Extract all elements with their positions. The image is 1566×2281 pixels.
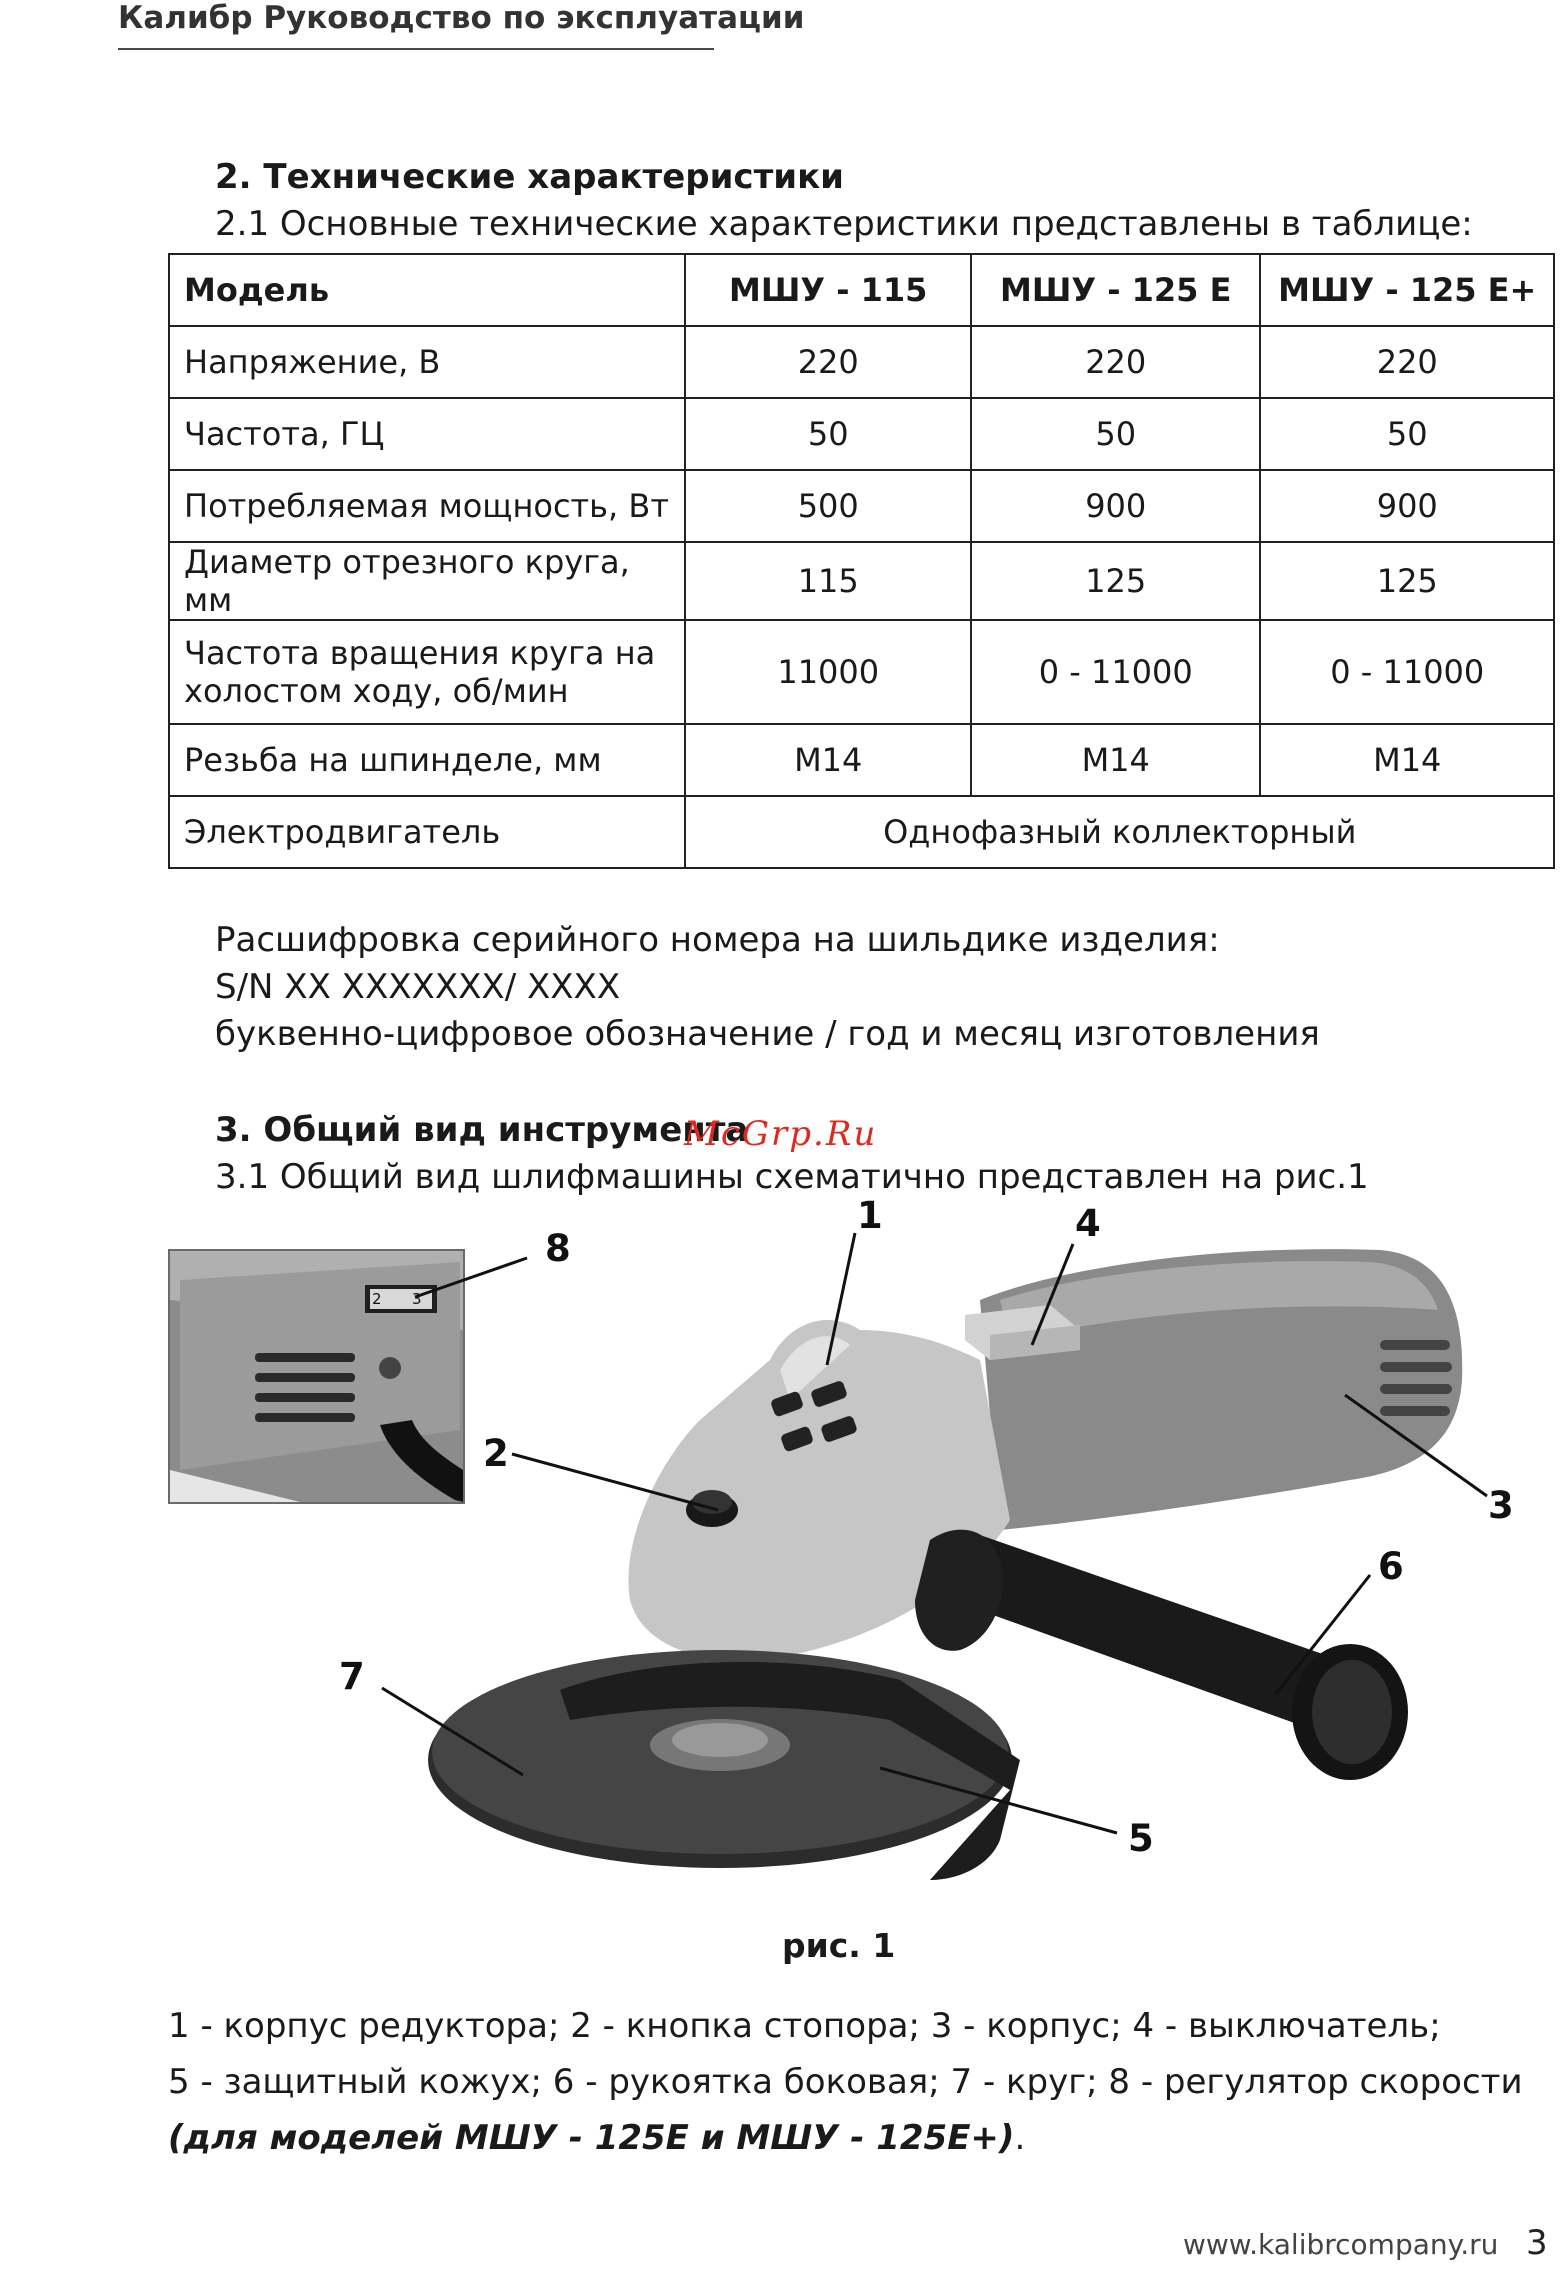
page-number: 3	[1526, 2223, 1548, 2263]
dial-mark: 2	[372, 1290, 382, 1308]
footer-url: www.kalibrcompany.ru	[1183, 2228, 1499, 2261]
figure-caption: рис. 1	[782, 1926, 896, 1965]
row-label: Диаметр отрезного круга, мм	[169, 542, 685, 620]
table-row	[169, 326, 1554, 398]
table-cell: 50	[685, 398, 971, 470]
callout-6: 6	[1378, 1545, 1404, 1588]
angle-grinder-figure	[0, 1190, 1566, 1950]
callout-8: 8	[545, 1227, 571, 1270]
table-cell: 0 - 11000	[1260, 620, 1554, 724]
header-cell: МШУ - 125 Е	[971, 254, 1261, 326]
table-cell: 900	[971, 470, 1261, 542]
legend-period: .	[1014, 2118, 1026, 2158]
table-cell: М14	[971, 724, 1261, 796]
legend-models-note: (для моделей МШУ - 125Е и МШУ - 125Е+)	[168, 2118, 1015, 2158]
table-cell: 220	[971, 326, 1261, 398]
serial-line-3: буквенно-цифровое обозначение / год и месяц изготовления	[215, 1014, 1320, 1054]
table-cell: 11000	[685, 620, 971, 724]
table-cell: 50	[1260, 398, 1554, 470]
header-cell: МШУ - 125 Е+	[1260, 254, 1554, 326]
serial-line-2: S/N XX XXXXXXX/ XXXX	[215, 967, 621, 1007]
table-row	[169, 724, 1554, 796]
table-row	[169, 398, 1554, 470]
table-row	[169, 620, 1554, 724]
disc-and-guard	[428, 1650, 1020, 1880]
table-row	[169, 470, 1554, 542]
dial-mark: 3	[412, 1290, 422, 1308]
callout-4: 4	[1075, 1202, 1101, 1245]
row-label: Потребляемая мощность, Вт	[169, 470, 685, 542]
table-cell: 50	[971, 398, 1261, 470]
table-cell: М14	[685, 724, 971, 796]
table-cell: 115	[685, 542, 971, 620]
legend-line-1: 1 - корпус редуктора; 2 - кнопка стопора; 3 - корпус; 4 - выключатель;	[168, 2006, 1441, 2046]
callout-7: 7	[339, 1655, 365, 1698]
merged-cell: Однофазный коллекторный	[685, 796, 1554, 868]
table-row	[169, 542, 1554, 620]
legend-line-2: 5 - защитный кожух; 6 - рукоятка боковая; 7 - круг; 8 - регулятор скорости	[168, 2062, 1523, 2102]
table-cell: 125	[1260, 542, 1554, 620]
section-2-title: 2. Технические характеристики	[215, 157, 844, 197]
inset-photo	[168, 1249, 465, 1504]
grinder-body	[965, 1249, 1462, 1530]
serial-line-1: Расшифровка серийного номера на шильдике изделия:	[215, 920, 1220, 960]
row-label: Резьба на шпинделе, мм	[169, 724, 685, 796]
spec-table	[168, 253, 1555, 869]
watermark: McGrp.Ru	[684, 1114, 878, 1154]
table-cell: 220	[685, 326, 971, 398]
callout-2: 2	[483, 1432, 509, 1475]
table-cell: 220	[1260, 326, 1554, 398]
table-cell: 125	[971, 542, 1261, 620]
callout-1: 1	[857, 1194, 883, 1237]
row-label: Частота, ГЦ	[169, 398, 685, 470]
row-label	[169, 620, 685, 724]
callout-5: 5	[1128, 1817, 1154, 1860]
row-label-line: Частота вращения круга на	[184, 634, 656, 672]
callout-3: 3	[1488, 1484, 1514, 1527]
section-2-intro: 2.1 Основные технические характеристики представлены в таблице:	[215, 204, 1473, 244]
row-label: Электродвигатель	[169, 796, 685, 868]
running-header: Калибр Руководство по эксплуатации	[118, 0, 805, 36]
header-cell: МШУ - 115	[685, 254, 971, 326]
table-cell: 500	[685, 470, 971, 542]
table-cell: 0 - 11000	[971, 620, 1261, 724]
section-3-title: 3. Общий вид инструмента	[215, 1110, 749, 1150]
legend-line-3	[168, 2118, 1025, 2158]
header-rule	[118, 48, 714, 50]
table-cell: М14	[1260, 724, 1554, 796]
table-header-row	[169, 254, 1554, 326]
table-cell: 900	[1260, 470, 1554, 542]
row-label: Напряжение, В	[169, 326, 685, 398]
row-label-line: холостом ходу, об/мин	[184, 672, 569, 710]
table-row	[169, 796, 1554, 868]
section-3-intro: 3.1 Общий вид шлифмашины схематично представлен на рис.1	[215, 1157, 1369, 1197]
header-cell: Модель	[169, 254, 685, 326]
